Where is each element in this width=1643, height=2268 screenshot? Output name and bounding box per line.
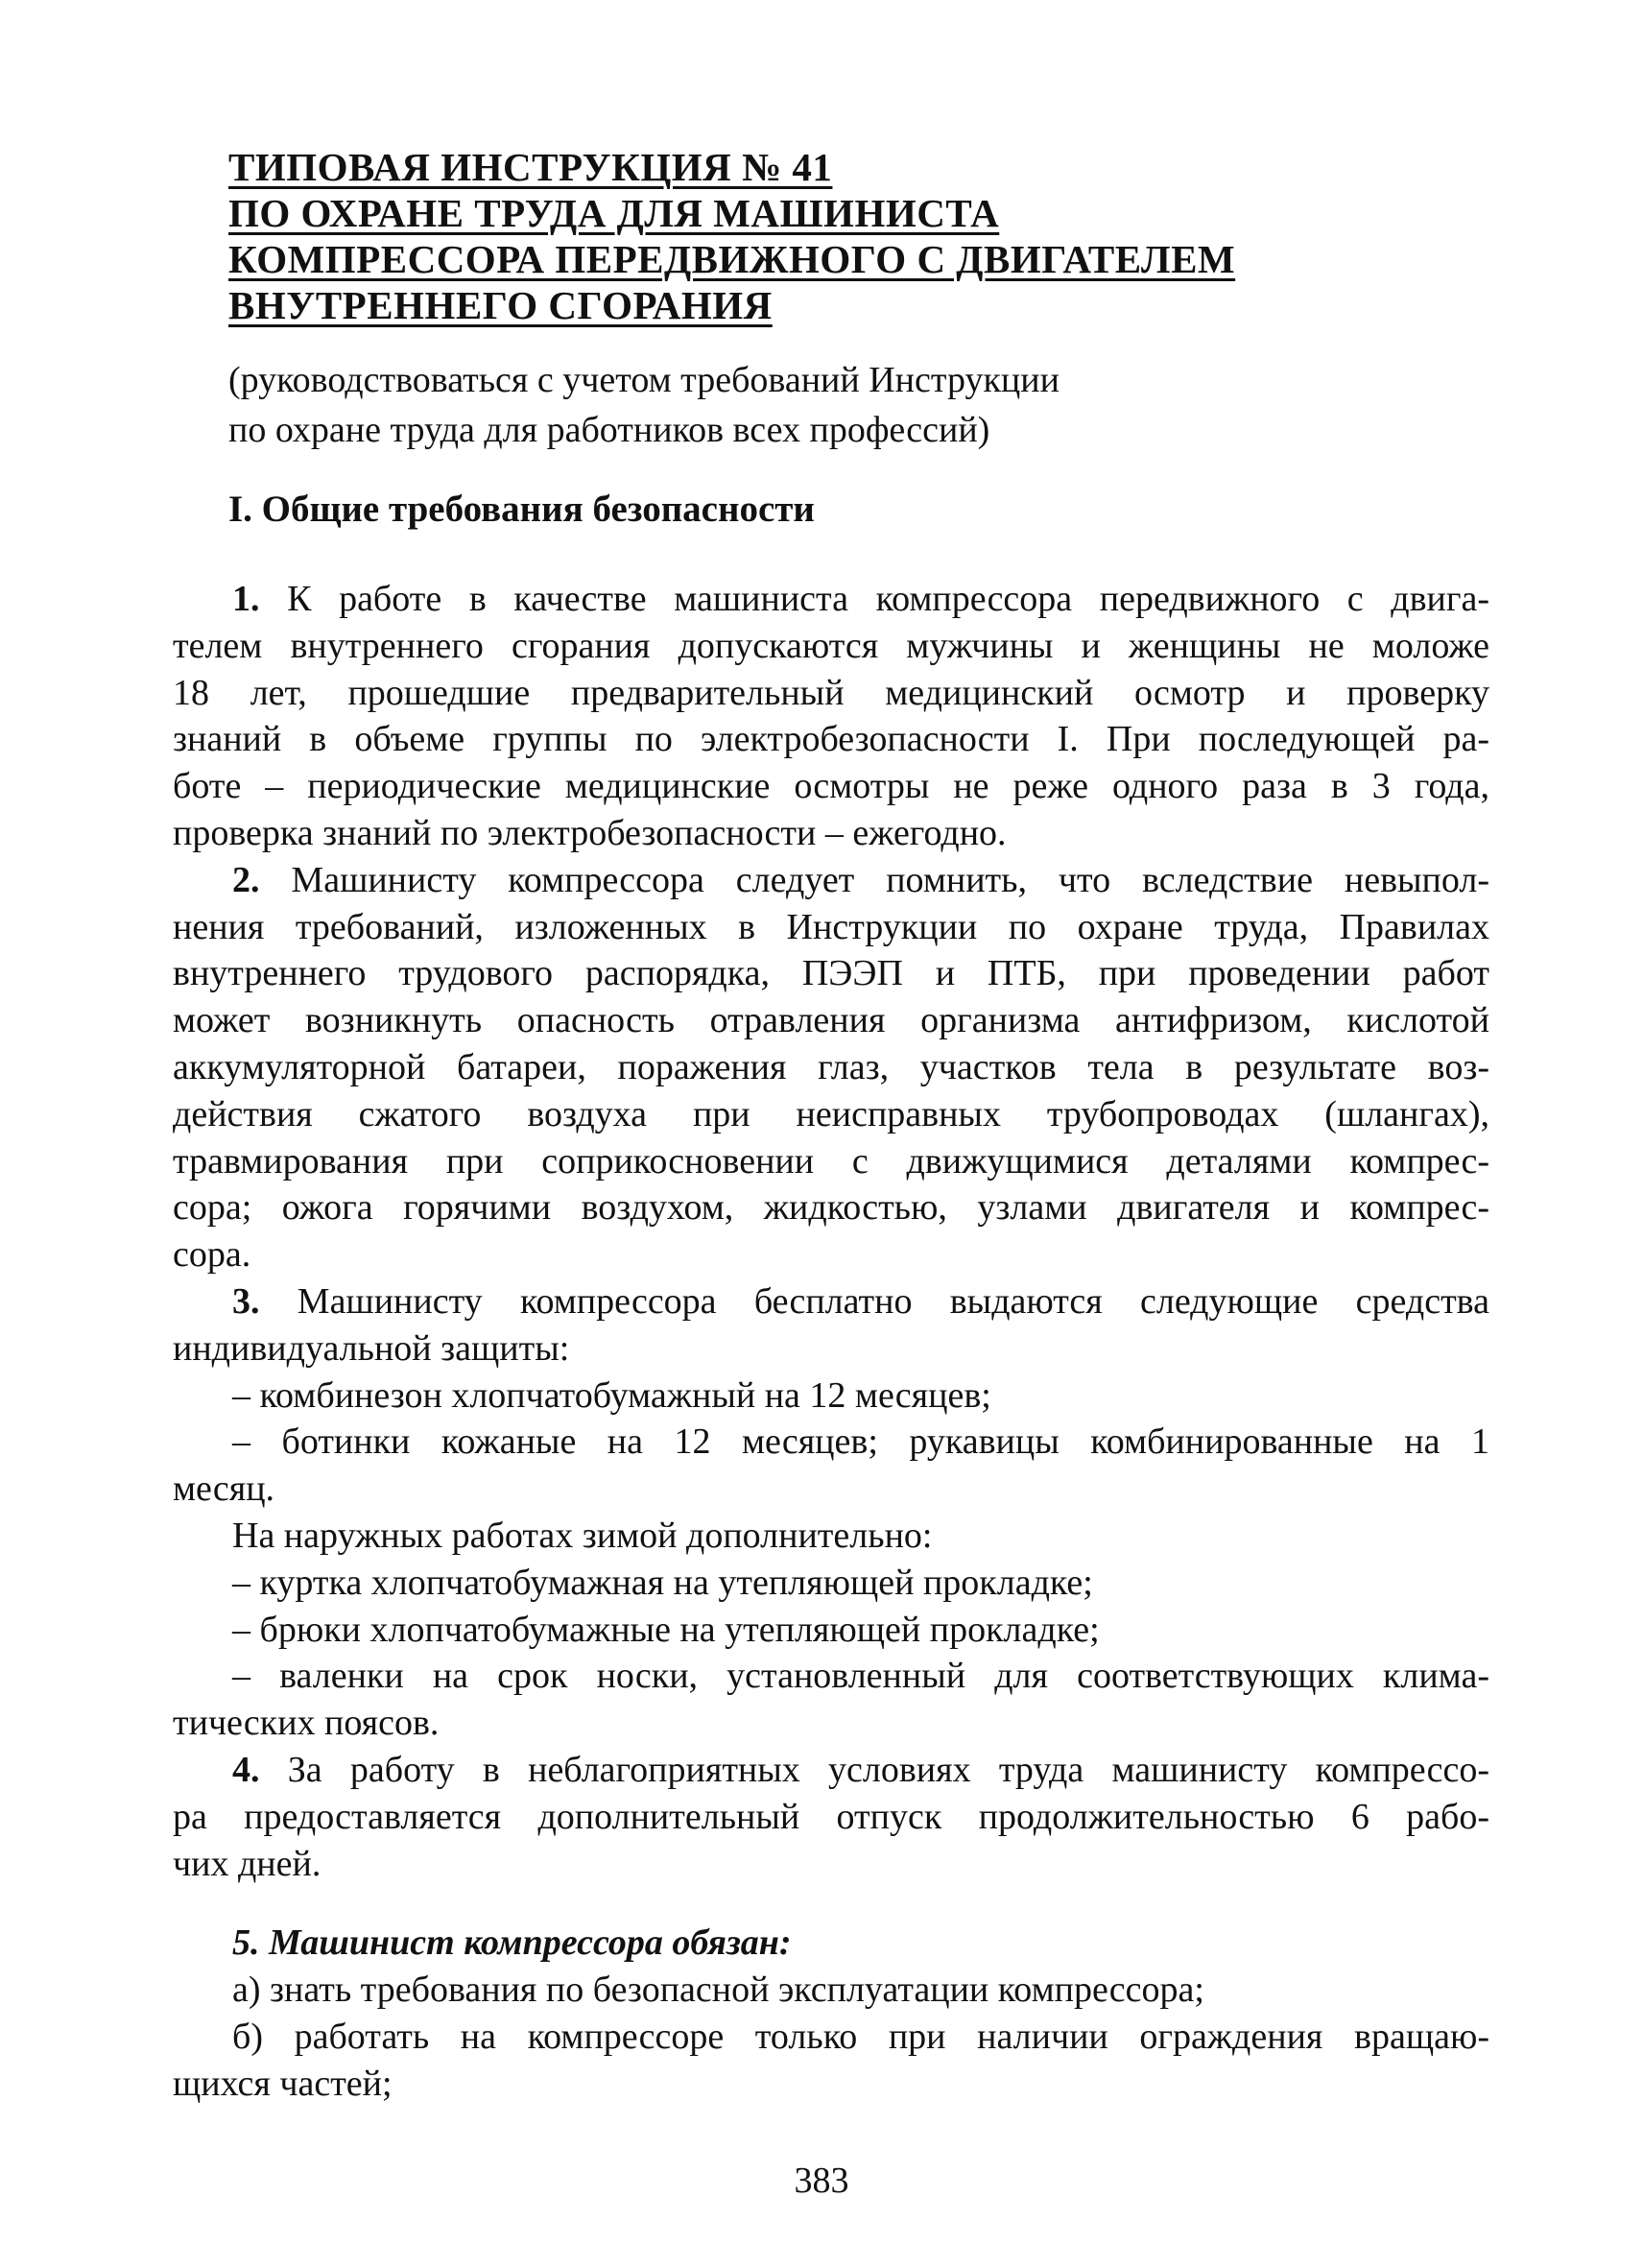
- paragraph-1-line: боте – периодические медицинские осмотры не реже одного раза в 3 года,: [173, 766, 1489, 807]
- paragraph-gap: [173, 1887, 1489, 1920]
- paragraph-5-heading: 5. Машинист компрессора обязан:: [232, 1922, 792, 1964]
- winter-list-item: – валенки на срок носки, установленный для соответствующих клима-: [232, 1656, 1489, 1697]
- paragraph-3-line: индивидуальной защиты:: [173, 1327, 570, 1369]
- paragraph-4-line: чих дней.: [173, 1843, 321, 1884]
- title-line: ВНУТРЕННЕГО СГОРАНИЯ: [228, 283, 773, 327]
- paragraph-2-line: сора.: [173, 1234, 251, 1276]
- winter-list-item: – брюки хлопчатобумажные на утепляющей прокладке;: [232, 1609, 1100, 1650]
- paragraph-4-line: 4. За работу в неблагоприятных условиях труда машинисту компрессо-: [232, 1749, 1489, 1790]
- title-line: КОМПРЕССОРА ПЕРЕДВИЖНОГО С ДВИГАТЕЛЕМ: [228, 237, 1236, 281]
- paragraph-1-line: проверка знаний по электробезопасности – ежегодно.: [173, 812, 1007, 853]
- paragraph-1-line: знаний в объеме группы по электробезопасности I. При последующей ра-: [173, 719, 1489, 760]
- paragraph-1-line: телем внутреннего сгорания допускаются мужчины и женщины не моложе: [173, 625, 1489, 666]
- winter-list-item: тических поясов.: [173, 1703, 440, 1744]
- paragraph-2-line: действия сжатого воздуха при неисправных трубопроводах (шлангах),: [173, 1093, 1489, 1134]
- paragraph-2-line: травмирования при соприкосновении с движущимися деталями компрес-: [173, 1140, 1489, 1182]
- paragraph-3-line: 3. Машинисту компрессора бесплатно выдаются следующие средства: [232, 1280, 1489, 1322]
- paragraph-number: 2.: [232, 859, 260, 900]
- winter-list-item: – куртка хлопчатобумажная на утепляющей прокладке;: [232, 1562, 1093, 1603]
- duty-list-item: щихся частей;: [173, 2063, 393, 2104]
- paragraph-number: 3.: [232, 1280, 260, 1322]
- paragraph-number: 1.: [232, 579, 260, 619]
- title-line: ПО ОХРАНЕ ТРУДА ДЛЯ МАШИНИСТА: [228, 191, 1000, 235]
- paragraph-4-line: ра предоставляется дополнительный отпуск продолжительностью 6 рабо-: [173, 1796, 1489, 1837]
- duty-list-item: б) работать на компрессоре только при наличии ограждения вращаю-: [232, 2016, 1489, 2057]
- paragraph-number: 4.: [232, 1749, 260, 1790]
- winter-intro: На наружных работах зимой дополнительно:: [232, 1515, 933, 1556]
- paragraph-1-line: 18 лет, прошедшие предварительный медицинский осмотр и проверку: [173, 672, 1489, 713]
- paragraph-2-line: может возникнуть опасность отравления организма антифризом, кислотой: [173, 1000, 1489, 1041]
- note-line: (руководствоваться с учетом требований Инструкции: [228, 360, 1060, 400]
- scope-note: [228, 355, 1438, 455]
- page-number: 383: [794, 2161, 849, 2201]
- duty-list-item: а) знать требования по безопасной эксплуатации компрессора;: [232, 1970, 1204, 2011]
- ppe-list-item: месяц.: [173, 1468, 275, 1510]
- document-body: [173, 576, 1489, 2108]
- paragraph-2-line: сора; ожога горячими воздухом, жидкостью, узлами двигателя и компрес-: [173, 1187, 1489, 1229]
- paragraph-2-line: 2. Машинисту компрессора следует помнить, что вследствие невыпол-: [232, 859, 1489, 900]
- document-title: [228, 144, 1438, 328]
- paragraph-2-line: внутреннего трудового распорядка, ПЭЭП и ПТБ, при проведении работ: [173, 953, 1489, 994]
- section-heading: I. Общие требования безопасности: [228, 489, 815, 530]
- paragraph-1-line: 1. К работе в качестве машиниста компрессора передвижного с двига-: [232, 579, 1489, 619]
- ppe-list-item: – комбинезон хлопчатобумажный на 12 месяцев;: [232, 1374, 991, 1416]
- ppe-list-item: – ботинки кожаные на 12 месяцев; рукавицы комбинированные на 1: [232, 1421, 1489, 1463]
- title-line: ТИПОВАЯ ИНСТРУКЦИЯ № 41: [228, 145, 833, 189]
- paragraph-2-line: аккумуляторной батареи, поражения глаз, участков тела в результате воз-: [173, 1046, 1489, 1087]
- paragraph-2-line: нения требований, изложенных в Инструкции по охране труда, Правилах: [173, 906, 1489, 947]
- note-line: по охране труда для работников всех профессий): [228, 410, 990, 450]
